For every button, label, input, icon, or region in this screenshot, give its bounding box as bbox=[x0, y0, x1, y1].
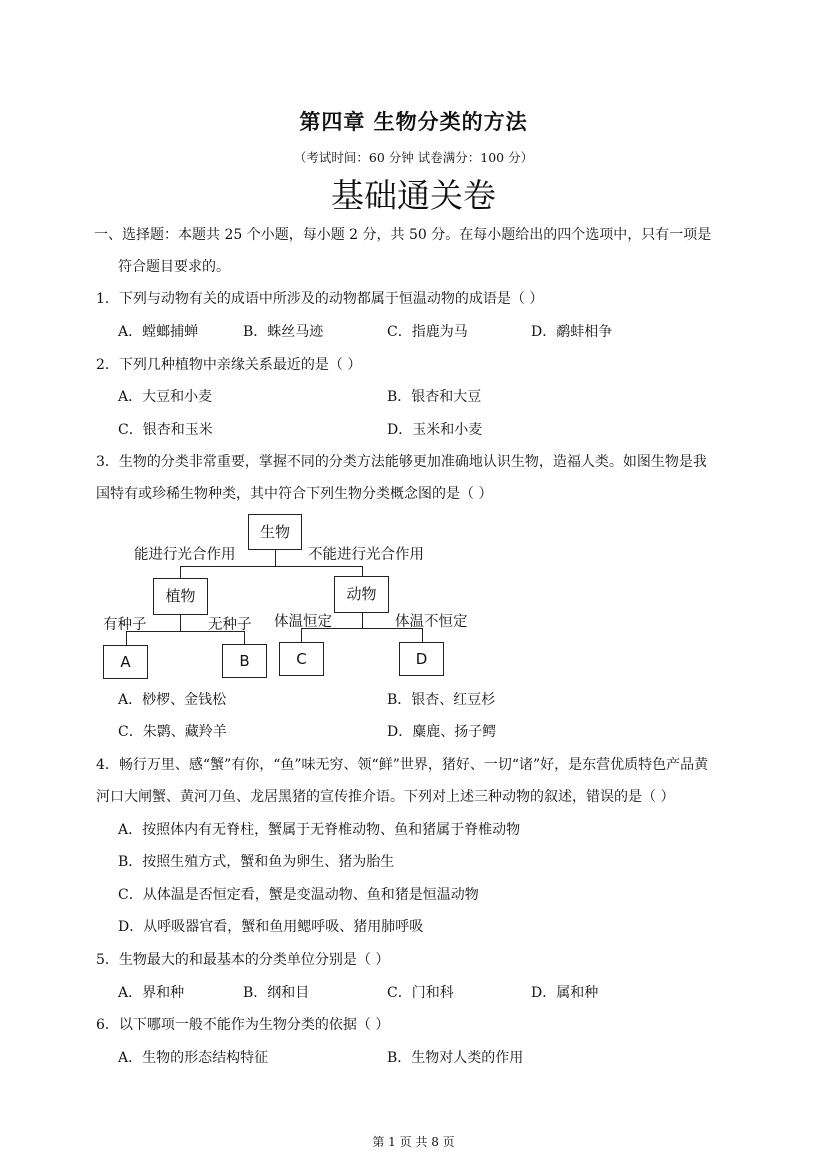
question-6-stem: 6．以下哪项一般不能作为生物分类的依据（ ） bbox=[96, 1017, 390, 1033]
q1-option-d: D．鹬蚌相争 bbox=[531, 324, 613, 340]
section-heading-cont: 符合题目要求的。 bbox=[118, 259, 230, 275]
q3-option-c: C．朱鹮、藏羚羊 bbox=[118, 724, 227, 740]
connector bbox=[362, 613, 363, 628]
q1-option-b: B．蛛丝马迹 bbox=[243, 324, 324, 340]
q3-option-d: D．麋鹿、扬子鳄 bbox=[387, 724, 497, 740]
label-not-constant-temp: 体温不恒定 bbox=[395, 614, 468, 630]
connector bbox=[180, 566, 181, 578]
q6-option-b: B．生物对人类的作用 bbox=[387, 1050, 524, 1066]
q4-option-b: B．按照生殖方式，蟹和鱼为卵生、猪为胎生 bbox=[118, 854, 395, 870]
connector bbox=[275, 550, 276, 566]
diagram-box-a: A bbox=[103, 645, 148, 679]
label-without-seed: 无种子 bbox=[208, 617, 252, 633]
question-1-stem: 1．下列与动物有关的成语中所涉及的动物都属于恒温动物的成语是（ ） bbox=[96, 291, 544, 307]
question-2-stem: 2．下列几种植物中亲缘关系最近的是（ ） bbox=[96, 357, 362, 373]
q3-option-a: A．桫椤、金钱松 bbox=[118, 692, 227, 708]
section-heading: 一、选择题：本题共 25 个小题，每小题 2 分，共 50 分。在每小题给出的四个选项中，只有一项是 bbox=[94, 227, 712, 243]
label-no-photosynthesis: 不能进行光合作用 bbox=[308, 547, 424, 563]
question-4-stem-cont: 河口大闸蟹、黄河刀鱼、龙居黑猪的宣传推介语。下列对上述三种动物的叙述，错误的是（ ） bbox=[96, 789, 675, 805]
page-title: 第四章 生物分类的方法 bbox=[299, 109, 528, 134]
q6-option-a: A．生物的形态结构特征 bbox=[118, 1050, 269, 1066]
q2-option-c: C．银杏和玉米 bbox=[118, 422, 213, 438]
exam-info: （考试时间：60 分钟 试卷满分：100 分） bbox=[293, 150, 534, 165]
q4-option-d: D．从呼吸器官看，蟹和鱼用鳃呼吸、猪用肺呼吸 bbox=[118, 919, 424, 935]
q5-option-c: C．门和科 bbox=[387, 985, 454, 1001]
question-3-stem: 3．生物的分类非常重要，掌握不同的分类方法能够更加准确地认识生物，造福人类。如图生物是我 bbox=[96, 454, 707, 470]
q4-option-a: A．按照体内有无脊柱，蟹属于无脊椎动物、鱼和猪属于脊椎动物 bbox=[118, 822, 521, 838]
connector bbox=[180, 615, 181, 631]
q5-option-d: D．属和种 bbox=[531, 985, 599, 1001]
q2-option-b: B．银杏和大豆 bbox=[387, 389, 482, 405]
page-footer: 第 1 页 共 8 页 bbox=[372, 1135, 455, 1149]
connector bbox=[180, 566, 362, 567]
diagram-plant-box: 植物 bbox=[153, 578, 208, 615]
label-with-seed: 有种子 bbox=[103, 617, 147, 633]
diagram-box-d: D bbox=[399, 642, 444, 676]
question-5-stem: 5．生物最大的和最基本的分类单位分别是（ ） bbox=[96, 952, 390, 968]
question-3-stem-cont: 国特有或珍稀生物种类，其中符合下列生物分类概念图的是（ ） bbox=[96, 486, 493, 502]
q5-option-b: B．纲和目 bbox=[243, 985, 310, 1001]
diagram-root-box: 生物 bbox=[248, 514, 302, 550]
q5-option-a: A．界和种 bbox=[118, 985, 185, 1001]
connector bbox=[362, 566, 363, 576]
q1-option-a: A．螳螂捕蝉 bbox=[118, 324, 199, 340]
question-4-stem: 4．畅行万里、感“蟹”有你，“鱼”味无穷、领“鲜”世界，猪好、一切“诸”好，是东营优质特色产品黄 bbox=[96, 757, 709, 773]
paper-type: 基础通关卷 bbox=[331, 176, 496, 215]
diagram-animal-box: 动物 bbox=[334, 576, 389, 613]
q2-option-d: D．玉米和小麦 bbox=[387, 422, 483, 438]
q2-option-a: A．大豆和小麦 bbox=[118, 389, 213, 405]
label-photosynthesis: 能进行光合作用 bbox=[134, 547, 236, 563]
q1-option-c: C．指鹿为马 bbox=[387, 324, 468, 340]
diagram-box-b: B bbox=[222, 644, 267, 678]
label-constant-temp: 体温恒定 bbox=[274, 614, 332, 630]
q4-option-c: C．从体温是否恒定看，蟹是变温动物、鱼和猪是恒温动物 bbox=[118, 887, 479, 903]
diagram-box-c: C bbox=[279, 642, 324, 676]
q3-option-b: B．银杏、红豆杉 bbox=[387, 692, 496, 708]
